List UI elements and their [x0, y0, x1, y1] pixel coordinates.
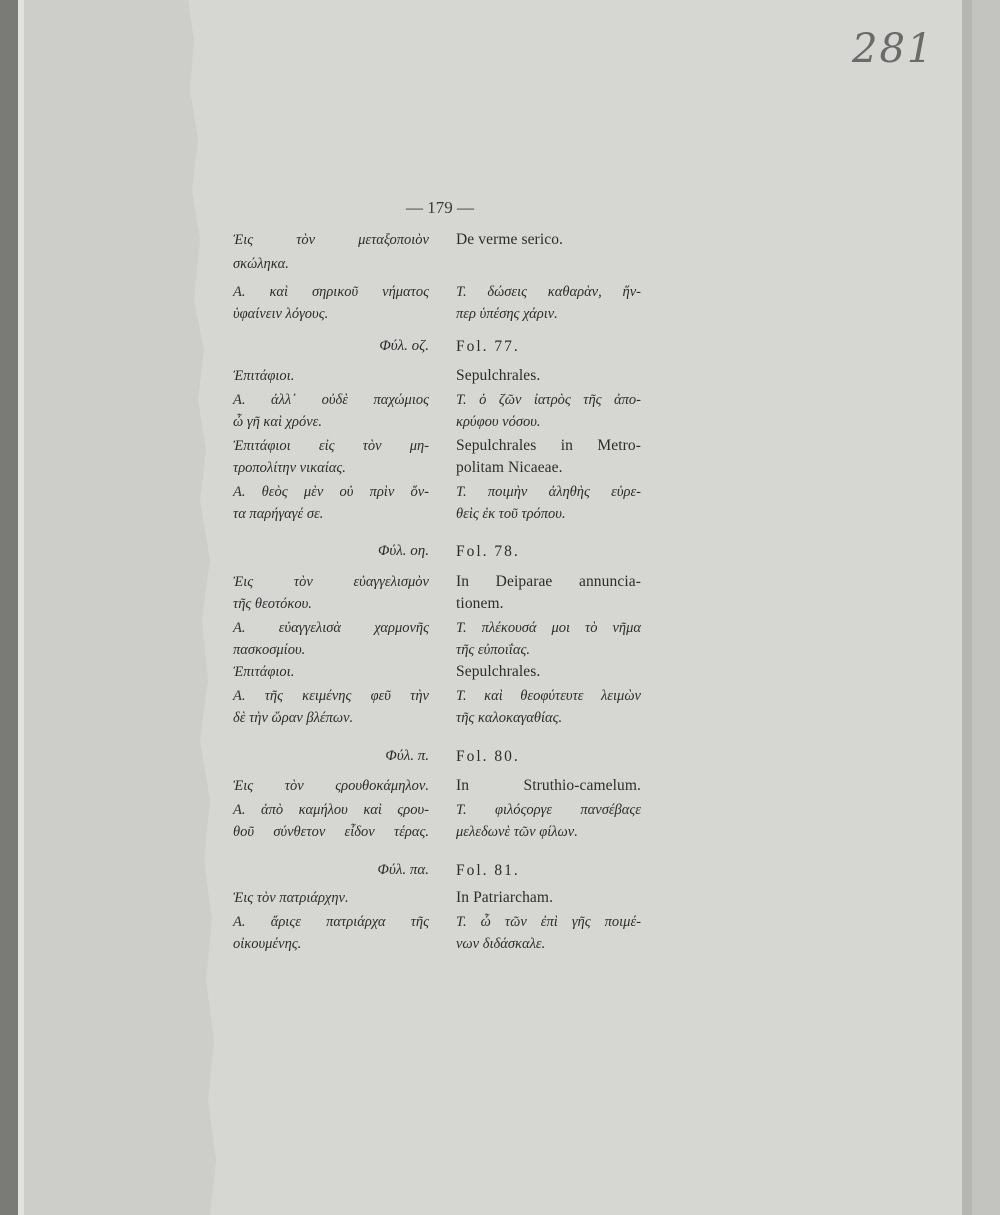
greek-text-line: πασκοσμίου.	[233, 642, 306, 658]
latin-title-line: In Deiparae annuncia-	[456, 573, 641, 590]
latin-title-line: Sepulchrales in Metro-	[456, 437, 641, 454]
greek-title-line: Ἐπιτάφιοι.	[233, 368, 295, 384]
latin-title-line: tionem.	[456, 595, 504, 612]
fol-heading: Fol. 80.	[456, 748, 520, 765]
phyl-heading-78	[233, 543, 429, 563]
greek-text-line: οἰκουμένης.	[233, 936, 302, 952]
greek-text-line: Α. θεὸς μὲν οὐ πρὶν ὄν-	[233, 484, 429, 500]
phyl-heading-77	[233, 338, 429, 358]
phyl-heading-80	[233, 748, 429, 768]
greek-text-line: θεὶς ἐκ τοῦ τρόπου.	[456, 506, 566, 522]
fol-heading: Fol. 77.	[456, 338, 520, 355]
greek-text-line: θοῦ σύνθετον εἶδον τέρας.	[233, 824, 429, 840]
greek-text-line: τῆς εὐποιΐας.	[456, 642, 530, 658]
greek-text-line: ὦ γῆ καὶ χρόνε.	[233, 414, 322, 430]
greek-text-line: μελεδωνὲ τῶν φίλων.	[456, 824, 578, 840]
greek-title-line: Ἐις τὸν μεταξοποιὸν	[233, 232, 429, 248]
torn-paper-left-sheet	[24, 0, 216, 1215]
greek-text-line: νων διδάσκαλε.	[456, 936, 546, 952]
greek-title-line: Ἐπιτάφιοι εἰς τὸν μη-	[233, 438, 429, 454]
greek-text-line: τῆς καλοκαγαθίας.	[456, 710, 563, 726]
greek-text-line: Τ. καὶ θεοφύτευτε λειμὼν	[456, 688, 641, 704]
greek-text-line: Α. τῆς κειμένης φεῦ τὴν	[233, 688, 429, 704]
page-number: — 179 —	[406, 198, 474, 217]
fol-heading: Fol. 78.	[456, 543, 520, 560]
greek-text-line: Τ. ὁ ζῶν ἰατρὸς τῆς ἀπο-	[456, 392, 641, 408]
phyl-heading: Φύλ. οη.	[378, 543, 429, 559]
greek-text-line: Τ. πλέκουσά μοι τὸ νῆμα	[456, 620, 641, 636]
greek-title-line: τῆς θεοτόκου.	[233, 596, 312, 612]
greek-text-line: Α. ἀπὸ καμήλου καὶ ςρου-	[233, 802, 429, 818]
latin-title-line: In Struthio-camelum.	[456, 777, 641, 794]
greek-text-line: Α. ἄριςε πατριάρχα τῆς	[233, 914, 429, 930]
greek-text-line: Τ. δώσεις καθαρὰν, ἥν-	[456, 284, 641, 300]
phyl-heading: Φύλ. οζ.	[379, 338, 429, 354]
greek-title-line: σκώληκα.	[233, 256, 289, 272]
greek-text-line: Α. καὶ σηρικοῦ νήματος	[233, 284, 429, 300]
greek-text-line: Τ. ποιμὴν ἀληθὴς εὑρε-	[456, 484, 641, 500]
greek-text-line: ὑφαίνειν λόγους.	[233, 306, 329, 322]
greek-title-line: Ἐις τὸν πατριάρχην.	[233, 890, 349, 906]
greek-text-line: Τ. ὦ τῶν ἐπὶ γῆς ποιμέ-	[456, 914, 641, 930]
phyl-heading: Φύλ. πα.	[377, 862, 429, 878]
page-edge-shadow	[0, 0, 20, 1215]
greek-text-line: Τ. φιλόςοργε πανσέβαςε	[456, 802, 641, 818]
greek-text-line: τα παρήγαγέ σε.	[233, 506, 324, 522]
greek-title-line: Ἐις τὸν ςρουθοκάμηλον.	[233, 778, 429, 794]
greek-text-line: δὲ τὴν ὥραν βλέπων.	[233, 710, 354, 726]
greek-text-line: περ ὑπέσης χάριν.	[456, 306, 558, 322]
latin-title-line: Sepulchrales.	[456, 663, 541, 680]
greek-title-line: τροπολίτην νικαίας.	[233, 460, 346, 476]
latin-title-line: De verme serico.	[456, 231, 564, 248]
greek-text-line: Α. εὐαγγελισὰ χαρμονῆς	[233, 620, 429, 636]
handwritten-folio-number: 281	[852, 26, 935, 72]
phyl-heading: Φύλ. π.	[385, 748, 429, 764]
latin-title-line: Sepulchrales.	[456, 367, 541, 384]
latin-title-line: In Patriarcham.	[456, 889, 554, 906]
greek-text-line: Α. ἀλλ᾿ οὐδὲ παχώμιος	[233, 392, 429, 408]
phyl-heading-81	[233, 862, 429, 882]
greek-title-line: Ἐπιτάφιοι.	[233, 664, 295, 680]
greek-title-line: Ἐις τὸν εὐαγγελισμὸν	[233, 574, 429, 590]
fol-heading: Fol. 81.	[456, 862, 520, 879]
latin-title-line: politam Nicaeae.	[456, 459, 563, 476]
greek-text-line: κρύφου νόσου.	[456, 414, 541, 430]
